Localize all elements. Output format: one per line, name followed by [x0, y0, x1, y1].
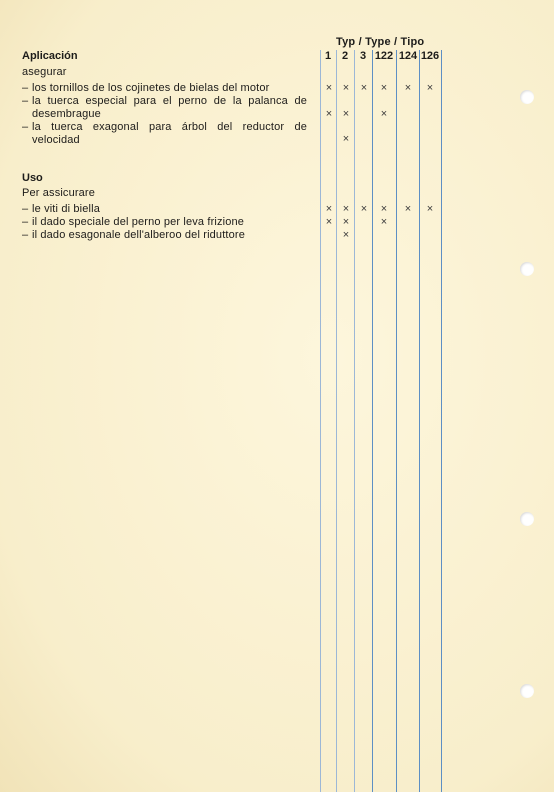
type-header: Typ / Type / Tipo — [336, 36, 425, 48]
mark-s1-r1-3: × — [360, 82, 368, 94]
list-item — [22, 216, 307, 229]
list-item — [22, 229, 307, 242]
column-rule-2 — [336, 50, 337, 792]
mark-s2-r2-1: × — [325, 216, 333, 228]
list-item-text: la tuerca exagonal para árbol del reductor de velocidad — [32, 121, 307, 146]
mark-s1-r1-126: × — [426, 82, 434, 94]
list-item — [22, 82, 307, 95]
column-rule-6 — [419, 50, 420, 792]
mark-s1-r2-1: × — [325, 108, 333, 120]
mark-s2-r1-3: × — [360, 203, 368, 215]
column-rule-4 — [372, 50, 373, 792]
mark-s2-r1-1: × — [325, 203, 333, 215]
column-header-6: 126 — [420, 50, 440, 62]
dash-bullet: – — [22, 121, 29, 133]
binder-hole — [520, 512, 534, 526]
column-header-5: 124 — [398, 50, 418, 62]
column-header-3: 3 — [359, 50, 367, 62]
column-rule-3 — [354, 50, 355, 792]
mark-s2-r2-122: × — [380, 216, 388, 228]
dash-bullet: – — [22, 229, 29, 241]
list-item — [22, 203, 307, 216]
section-title-aplicacion: Aplicación — [22, 50, 78, 62]
mark-s1-r3-2: × — [342, 133, 350, 145]
section-intro-asegurar: asegurar — [22, 66, 67, 78]
dash-bullet: – — [22, 82, 29, 94]
mark-s1-r1-124: × — [404, 82, 412, 94]
binder-hole — [520, 684, 534, 698]
mark-s1-r2-2: × — [342, 108, 350, 120]
column-header-1: 1 — [324, 50, 332, 62]
dash-bullet: – — [22, 95, 29, 107]
dash-bullet: – — [22, 203, 29, 215]
mark-s1-r2-122: × — [380, 108, 388, 120]
mark-s1-r1-1: × — [325, 82, 333, 94]
section-title-uso: Uso — [22, 172, 43, 184]
mark-s2-r3-2: × — [342, 229, 350, 241]
mark-s2-r2-2: × — [342, 216, 350, 228]
mark-s2-r1-124: × — [404, 203, 412, 215]
list-item — [22, 95, 307, 120]
column-rule-1 — [320, 50, 321, 792]
binder-hole — [520, 262, 534, 276]
mark-s2-r1-2: × — [342, 203, 350, 215]
column-rule-5 — [396, 50, 397, 792]
binder-hole — [520, 90, 534, 104]
mark-s1-r1-122: × — [380, 82, 388, 94]
column-header-2: 2 — [341, 50, 349, 62]
mark-s1-r1-2: × — [342, 82, 350, 94]
list-item-text: le viti di biella — [32, 203, 100, 215]
list-item — [22, 121, 307, 146]
mark-s2-r1-122: × — [380, 203, 388, 215]
column-header-4: 122 — [374, 50, 394, 62]
column-rule-7 — [441, 50, 442, 792]
dash-bullet: – — [22, 216, 29, 228]
list-item-text: los tornillos de los cojinetes de bielas del motor — [32, 82, 270, 94]
list-item-text: il dado esagonale dell'alberoo del riduttore — [32, 229, 245, 241]
list-item-text: il dado speciale del perno per leva frizione — [32, 216, 245, 228]
list-item-text: la tuerca especial para el perno de la palanca de desembrague — [32, 95, 307, 120]
section-intro-per-assicurare: Per assicurare — [22, 187, 96, 199]
mark-s2-r1-126: × — [426, 203, 434, 215]
